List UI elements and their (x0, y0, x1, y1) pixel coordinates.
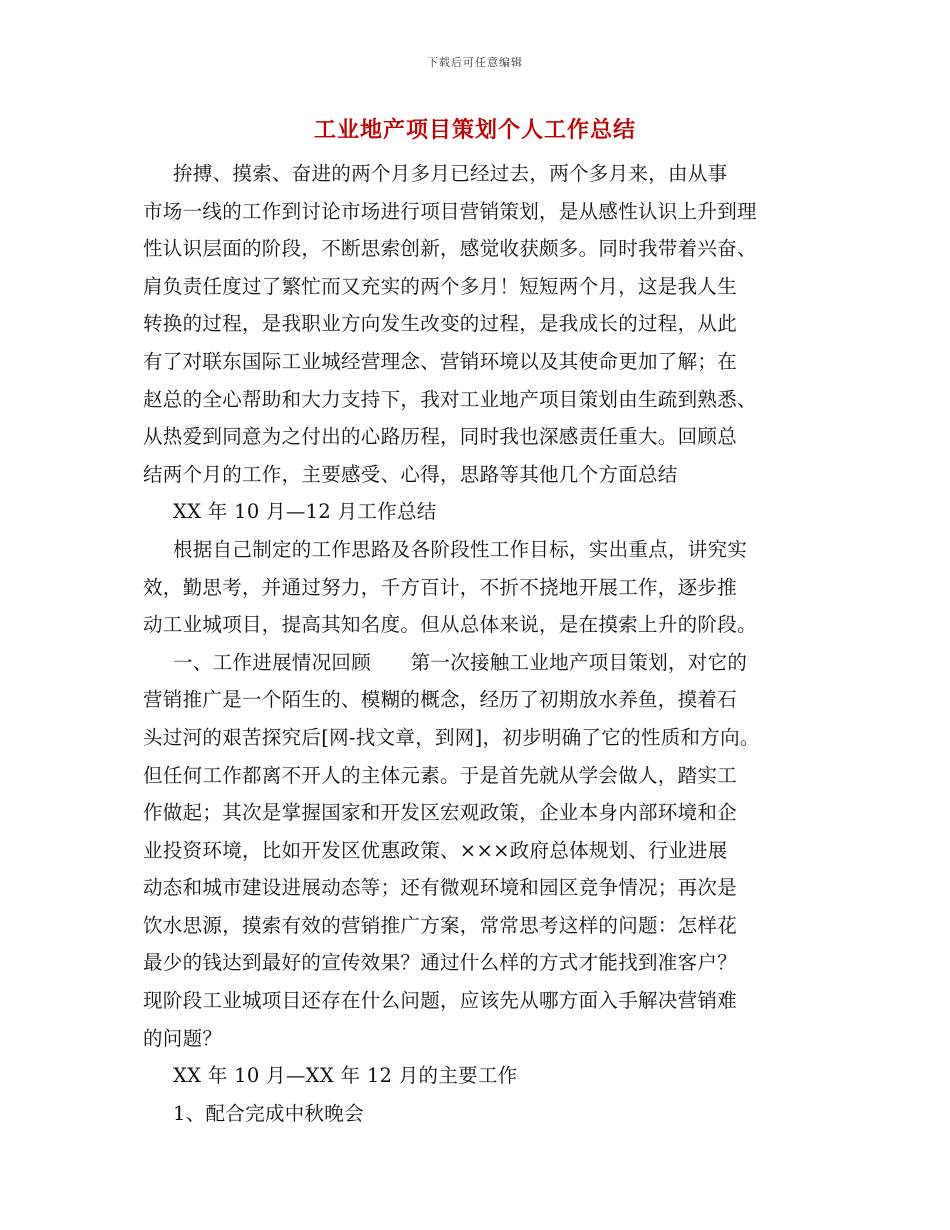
text-line: 动态和城市建设进展动态等；还有微观环境和园区竞争情况；再次是 (143, 876, 738, 900)
text-line: 动工业城项目，提高其知名度。但从总体来说，是在摸索上升的阶段。 (143, 613, 757, 637)
text-line: 1、配合完成中秋晚会 (173, 1101, 364, 1125)
text-line: 头过河的艰苦探究后[网-找文章，到网]，初步明确了它的性质和方向。 (143, 725, 760, 749)
text-line: 拚搏、摸索、奋进的两个月多月已经过去，两个多月来，由从事 (173, 162, 728, 185)
text-line: 饮水思源，摸索有效的营销推广方案，常常思考这样的问题：怎样花 (143, 913, 738, 937)
text-line: 的问题？ (143, 1026, 223, 1050)
document-title: 工业地产项目策划个人工作总结 (313, 117, 636, 143)
text-line: XX 年 10 月—12 月工作总结 (173, 500, 437, 524)
header-note: 下载后可任意编辑 (427, 56, 523, 69)
text-line: 结两个月的工作，主要感受、心得，思路等其他几个方面总结 (143, 462, 678, 486)
text-line: 但任何工作都离不开人的主体元素。于是首先就从学会做人，踏实工 (143, 763, 738, 787)
text-line: 现阶段工业城项目还存在什么问题，应该先从哪方面入手解决营销难 (143, 989, 738, 1013)
text-line: 性认识层面的阶段，不断思索创新，感觉收获颇多。同时我带着兴奋、 (143, 237, 757, 261)
text-line: 肩负责任度过了繁忙而又充实的两个多月！短短两个月，这是我人生 (143, 274, 738, 298)
text-line: 营销推广是一个陌生的、模糊的概念，经历了初期放水养鱼，摸着石 (143, 688, 738, 712)
text-line: 转换的过程，是我职业方向发生改变的过程，是我成长的过程，从此 (143, 312, 738, 336)
text-line: 最少的钱达到最好的宣传效果？通过什么样的方式才能找到准客户？ (143, 951, 738, 975)
text-line: XX 年 10 月—XX 年 12 月的主要工作 (173, 1064, 518, 1088)
text-line: 效，勤思考，并通过努力，千方百计，不折不挠地开展工作，逐步推 (143, 575, 738, 599)
text-line: 赵总的全心帮助和大力支持下，我对工业地产项目策划由生疏到熟悉、 (143, 387, 757, 411)
text-line: 根据自己制定的工作思路及各阶段性工作目标，实出重点，讲究实 (173, 537, 748, 561)
text-line: 有了对联东国际工业城经营理念、营销环境以及其使命更加了解；在 (143, 349, 738, 373)
text-line: 一、工作进展情况回顾 第一次接触工业地产项目策划，对它的 (173, 650, 748, 674)
text-line: 业投资环境，比如开发区优惠政策、×××政府总体规划、行业进展 (143, 838, 728, 862)
document-body (143, 155, 833, 1132)
text-line: 市场一线的工作到讨论市场进行项目营销策划，是从感性认识上升到理 (143, 199, 757, 223)
text-line: 作做起；其次是掌握国家和开发区宏观政策，企业本身内部环境和企 (143, 801, 738, 825)
text-line: 从热爱到同意为之付出的心路历程，同时我也深感责任重大。回顾总 (143, 425, 738, 449)
